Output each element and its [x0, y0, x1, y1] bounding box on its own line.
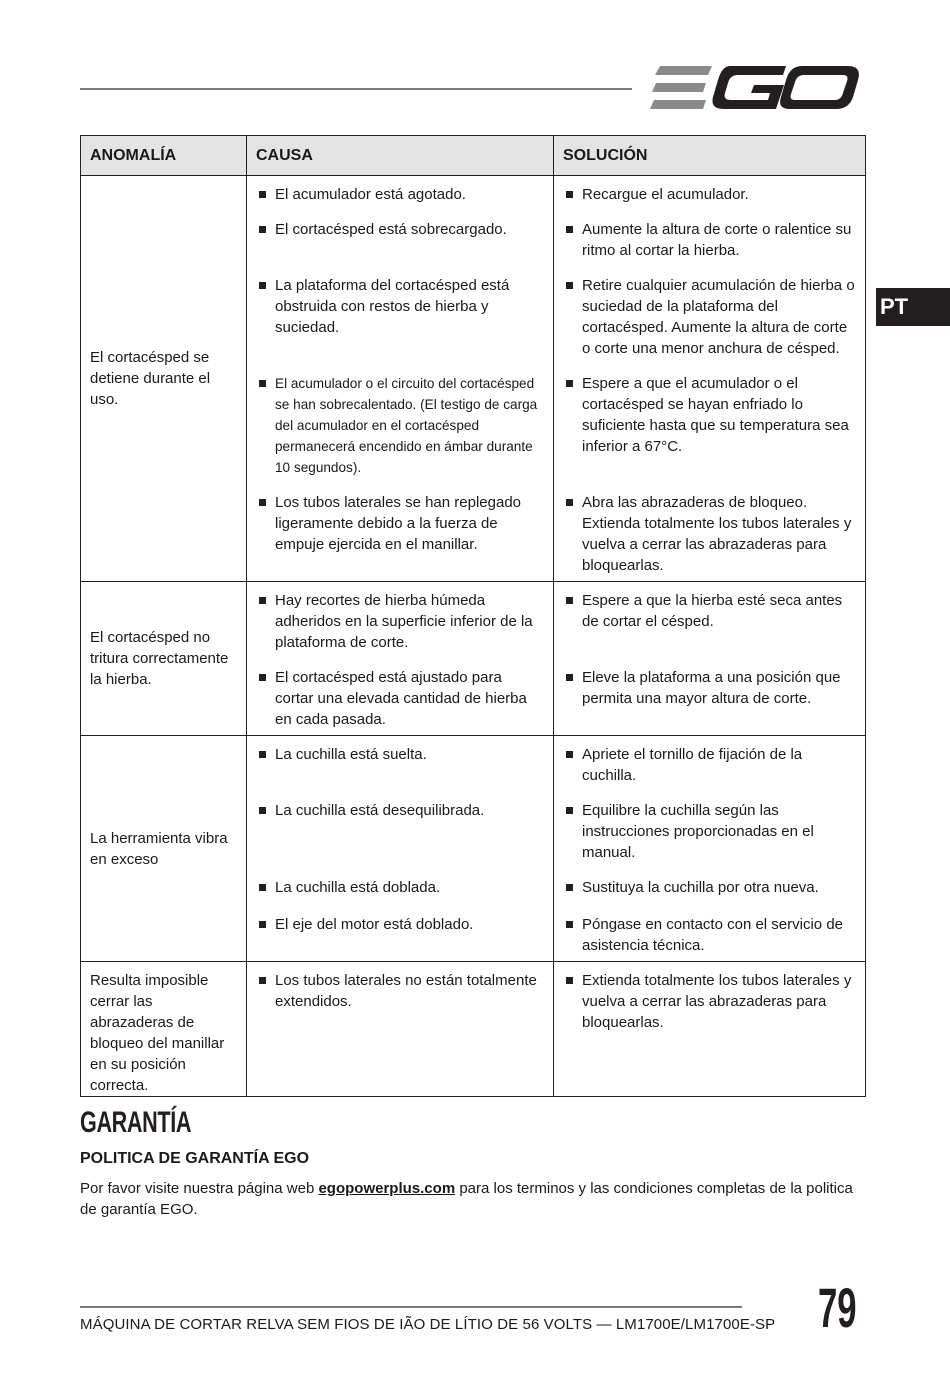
list-item: Hay recortes de hierba húmeda adheridos en la superficie inferior de la plataforma de corte.: [259, 590, 544, 654]
list-item: La plataforma del cortacésped está obstruida con restos de hierba y suciedad.: [259, 275, 544, 360]
header-anomalia: ANOMALÍA: [81, 136, 247, 176]
anomaly-cell: [81, 736, 247, 962]
anomaly-cell: [81, 582, 247, 736]
table-row: [81, 176, 866, 582]
bullet-icon: [566, 977, 573, 984]
bullet-icon: [259, 282, 266, 289]
page-number: 79: [818, 1276, 857, 1339]
list-item: Los tubos laterales no están totalmente extendidos.: [259, 970, 544, 1012]
table-row: [81, 962, 866, 1097]
bullet-icon: [259, 226, 266, 233]
solution-cell: [554, 582, 866, 736]
warranty-subtitle: POLITICA DE GARANTÍA EGO: [80, 1150, 310, 1167]
list-item: Recargue el acumulador.: [566, 184, 856, 206]
bullet-icon: [259, 499, 266, 506]
list-item: Eleve la plataforma a una posición que permita una mayor altura de corte.: [566, 667, 856, 731]
cause-cell: [247, 582, 554, 736]
ego-logo: [650, 64, 862, 112]
anomaly-cell: [81, 176, 247, 582]
list-item: Espere a que el acumulador o el cortacésped se hayan enfriado lo suficiente hasta que su temperatura sea inferior a 67°C.: [566, 373, 856, 479]
bullet-icon: [566, 191, 573, 198]
footer-rule: [80, 1306, 742, 1308]
table-header-row: [81, 136, 866, 176]
warranty-text-after: para los terminos y las condiciones completas de la politica de garantía EGO.: [80, 1180, 853, 1218]
troubleshooting-table: [80, 135, 866, 1097]
table-row: [81, 582, 866, 736]
solution-cell: [554, 962, 866, 1097]
solution-cell: [554, 176, 866, 582]
list-item: El cortacésped está sobrecargado.: [259, 219, 544, 262]
bullet-icon: [566, 807, 573, 814]
cause-cell: [247, 176, 554, 582]
bullet-icon: [566, 884, 573, 891]
anomaly-text: Resulta imposible cerrar las abrazaderas de bloqueo del manillar en su posición correcta.: [90, 972, 225, 1094]
bullet-icon: [259, 807, 266, 814]
bullet-icon: [259, 977, 266, 984]
list-item: La cuchilla está suelta.: [259, 744, 544, 787]
bullet-icon: [259, 597, 266, 604]
list-item: Retire cualquier acumulación de hierba o suciedad de la plataforma del cortacésped. Aumente la altura de corte o corte una menor anchura de césped.: [566, 275, 856, 360]
bullet-icon: [566, 597, 573, 604]
footer-text: MÁQUINA DE CORTAR RELVA SEM FIOS DE IÃO DE LÍTIO DE 56 VOLTS — LM1700E/LM1700E-SP: [80, 1316, 776, 1333]
header-rule: [80, 88, 632, 90]
bullet-icon: [566, 226, 573, 233]
list-item: Los tubos laterales se han replegado ligeramente debido a la fuerza de empuje ejercida en el manillar.: [259, 492, 544, 577]
cause-cell: [247, 962, 554, 1097]
list-item: Equilibre la cuchilla según las instrucciones proporcionadas en el manual.: [566, 800, 856, 864]
bullet-icon: [566, 921, 573, 928]
list-item: La cuchilla está desequilibrada.: [259, 800, 544, 864]
solution-cell: [554, 736, 866, 962]
list-item: La cuchilla está doblada.: [259, 877, 544, 901]
anomaly-text: El cortacésped no tritura correctamente la hierba.: [90, 629, 229, 688]
table-row: [81, 736, 866, 962]
list-item: Aumente la altura de corte o ralentice su ritmo al cortar la hierba.: [566, 219, 856, 262]
bullet-icon: [259, 674, 266, 681]
anomaly-cell: [81, 962, 247, 1097]
warranty-paragraph: [80, 1178, 870, 1220]
bullet-icon: [566, 282, 573, 289]
warranty-link[interactable]: egopowerplus.com: [318, 1180, 456, 1197]
bullet-icon: [566, 751, 573, 758]
language-tab: PT: [876, 288, 950, 326]
list-item: El acumulador o el circuito del cortacésped se han sobrecalentado. (El testigo de carga del acumulador en el cortacésped permanecerá encendido en ámbar durante 10 segundos).: [259, 373, 544, 479]
bullet-icon: [566, 674, 573, 681]
list-item: Abra las abrazaderas de bloqueo. Extienda totalmente los tubos laterales y vuelva a cerrar las abrazaderas para bloquearlas.: [566, 492, 856, 577]
list-item: Extienda totalmente los tubos laterales y vuelva a cerrar las abrazaderas para bloquearlas.: [566, 970, 856, 1033]
bullet-icon: [566, 499, 573, 506]
bullet-icon: [259, 191, 266, 198]
anomaly-text: El cortacésped se detiene durante el uso.: [90, 349, 211, 408]
bullet-icon: [259, 884, 266, 891]
bullet-icon: [566, 380, 573, 387]
bullet-icon: [259, 380, 266, 387]
bullet-icon: [259, 921, 266, 928]
header-solucion: SOLUCIÓN: [554, 136, 866, 176]
list-item: El acumulador está agotado.: [259, 184, 544, 206]
list-item: Apriete el tornillo de fijación de la cuchilla.: [566, 744, 856, 787]
list-item: El eje del motor está doblado.: [259, 914, 544, 957]
warranty-text-before: Por favor visite nuestra página web: [80, 1180, 319, 1197]
anomaly-text: La herramienta vibra en exceso: [90, 829, 228, 868]
warranty-title: GARANTÍA: [80, 1106, 192, 1139]
list-item: Espere a que la hierba esté seca antes de cortar el césped.: [566, 590, 856, 654]
list-item: Sustituya la cuchilla por otra nueva.: [566, 877, 856, 901]
bullet-icon: [259, 751, 266, 758]
list-item: El cortacésped está ajustado para cortar una elevada cantidad de hierba en cada pasada.: [259, 667, 544, 731]
list-item: Póngase en contacto con el servicio de asistencia técnica.: [566, 914, 856, 957]
header-causa: CAUSA: [247, 136, 554, 176]
cause-cell: [247, 736, 554, 962]
